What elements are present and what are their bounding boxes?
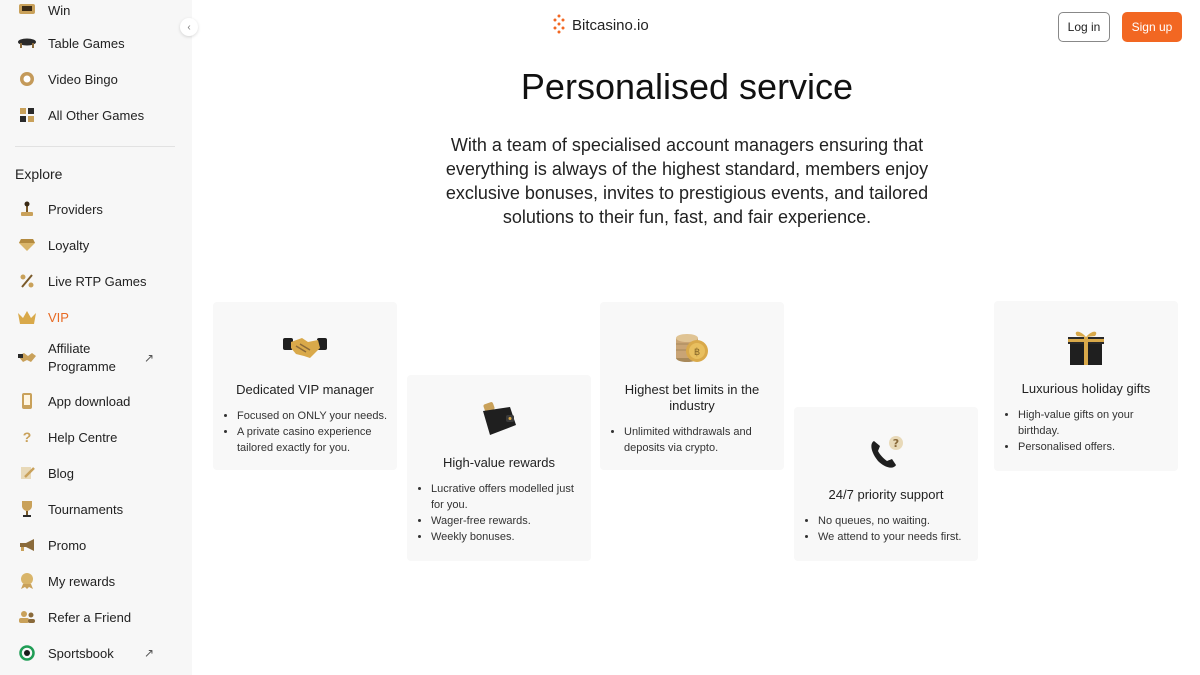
slot-icon [16,0,38,21]
card-bullet: • Wager-free rewards. [431,513,583,529]
coins-icon [673,330,711,364]
sidebar-collapse-button[interactable]: ‹ [180,18,198,36]
handshake-icon [282,332,328,362]
trophy-icon [16,498,38,520]
card-bullet: • Lucrative offers modelled just for you. [431,481,583,513]
sidebar-item-label: Blog [48,465,75,481]
sidebar-item-label: VIP [48,309,69,325]
card-title: Dedicated VIP manager [236,382,374,397]
intro-text: With a team of specialised account managers ensuring that everything is always of the highest standard, members enjoy exclusive bonuses, invites to prestigious events, and tailored solutions to their fun, fast, and fair experience. [445,135,929,227]
gift-icon [1065,327,1107,367]
card-title: 24/7 priority support [828,487,944,502]
external-link-icon: ↗ [143,646,154,660]
sidebar-item-vip[interactable] [16,306,176,328]
sidebar-item-live-rtp-games[interactable] [16,270,176,292]
sidebar-item-label: Win [48,2,71,18]
sidebar-item-video-bingo[interactable] [16,68,176,90]
medal-icon [16,570,38,592]
sidebar-item-promo[interactable] [16,534,176,556]
card-bullet: • We attend to your needs first. [818,529,970,545]
feature-card-high-value-rewards [407,375,591,561]
wallet-icon [480,401,518,437]
svg-text:?: ? [892,437,900,450]
card-bullets [818,513,970,545]
sidebar [0,0,192,675]
joystick-icon [16,198,38,220]
card-title: High-value rewards [443,455,555,470]
sidebar-item-my-rewards[interactable] [16,570,176,592]
sidebar-item-refer-a-friend[interactable] [16,606,176,628]
sidebar-item-label: Help Centre [48,429,118,445]
sidebar-section-title: Explore [15,166,63,182]
sidebar-item-label: Table Games [48,35,125,51]
logo-icon [552,14,566,36]
phone-question-icon [866,433,906,473]
sidebar-divider [15,146,175,147]
sidebar-item-providers[interactable] [16,198,176,220]
table-icon [16,32,38,54]
signup-button[interactable]: Sign up [1122,12,1182,42]
sidebar-item-label: Affiliate Programme [48,341,116,374]
card-bullets [237,408,389,456]
handshake-icon [16,347,38,369]
card-title: Highest bet limits in the industry [624,382,760,413]
card-bullets [624,424,776,456]
diamond-icon [16,234,38,256]
sportsbook-icon [16,642,38,664]
sidebar-item-label: App download [48,393,131,409]
feature-card-priority-support [794,407,978,561]
login-button[interactable]: Log in [1058,12,1110,42]
sidebar-item-affiliate-programme[interactable] [16,340,176,376]
sidebar-item-table-games[interactable] [16,32,176,54]
bingo-ball-icon [16,68,38,90]
card-bullet: • Weekly bonuses. [431,529,583,545]
card-bullets [431,481,583,545]
percent-icon [16,270,38,292]
sidebar-item-label: All Other Games [48,107,145,123]
card-bullet: • No queues, no waiting. [818,513,970,529]
sidebar-item-label: Video Bingo [48,71,118,87]
phone-icon [16,390,38,412]
megaphone-icon [16,534,38,556]
svg-text:฿: ฿ [693,347,701,358]
card-bullets [1018,407,1170,455]
grid-icon [16,104,38,126]
sidebar-item-label: Loyalty [48,237,90,253]
sidebar-item-label: Promo [48,537,87,553]
sidebar-item-loyalty[interactable] [16,234,176,256]
question-icon: ? [22,429,32,445]
sidebar-item-tournaments[interactable] [16,498,176,520]
sidebar-item-win[interactable] [16,0,176,21]
sidebar-item-label: Refer a Friend [48,609,132,625]
sidebar-item-app-download[interactable] [16,390,176,412]
sidebar-item-help-centre[interactable] [16,426,176,448]
sidebar-item-label: Live RTP Games [48,273,147,289]
crown-icon [16,306,38,328]
sidebar-item-label: Tournaments [48,501,124,517]
card-bullet: • Focused on ONLY your needs. [237,408,389,424]
external-link-icon: ↗ [143,351,154,365]
card-bullet: • Unlimited withdrawals and deposits via crypto. [624,424,776,456]
brand-logo[interactable] [552,14,649,36]
sidebar-item-sportsbook[interactable] [16,642,176,664]
sidebar-item-label: My rewards [48,573,116,589]
people-icon [16,606,38,628]
sidebar-item-all-other-games[interactable] [16,104,176,126]
card-bullet: • Personalised offers. [1018,439,1170,455]
pencil-icon [16,462,38,484]
page-title: Personalised service [520,66,854,107]
feature-card-bet-limits [600,302,784,470]
sidebar-item-label: Providers [48,201,103,217]
sidebar-item-label: Sportsbook [48,645,114,661]
card-bullet: • High-value gifts on your birthday. [1018,407,1170,439]
sidebar-item-blog[interactable] [16,462,176,484]
feature-card-holiday-gifts [994,301,1178,471]
card-title: Luxurious holiday gifts [1021,381,1151,396]
feature-card-vip-manager [213,302,397,470]
card-bullet: • A private casino experience tailored exactly for you. [237,424,389,456]
brand-name: Bitcasino.io [572,16,649,34]
